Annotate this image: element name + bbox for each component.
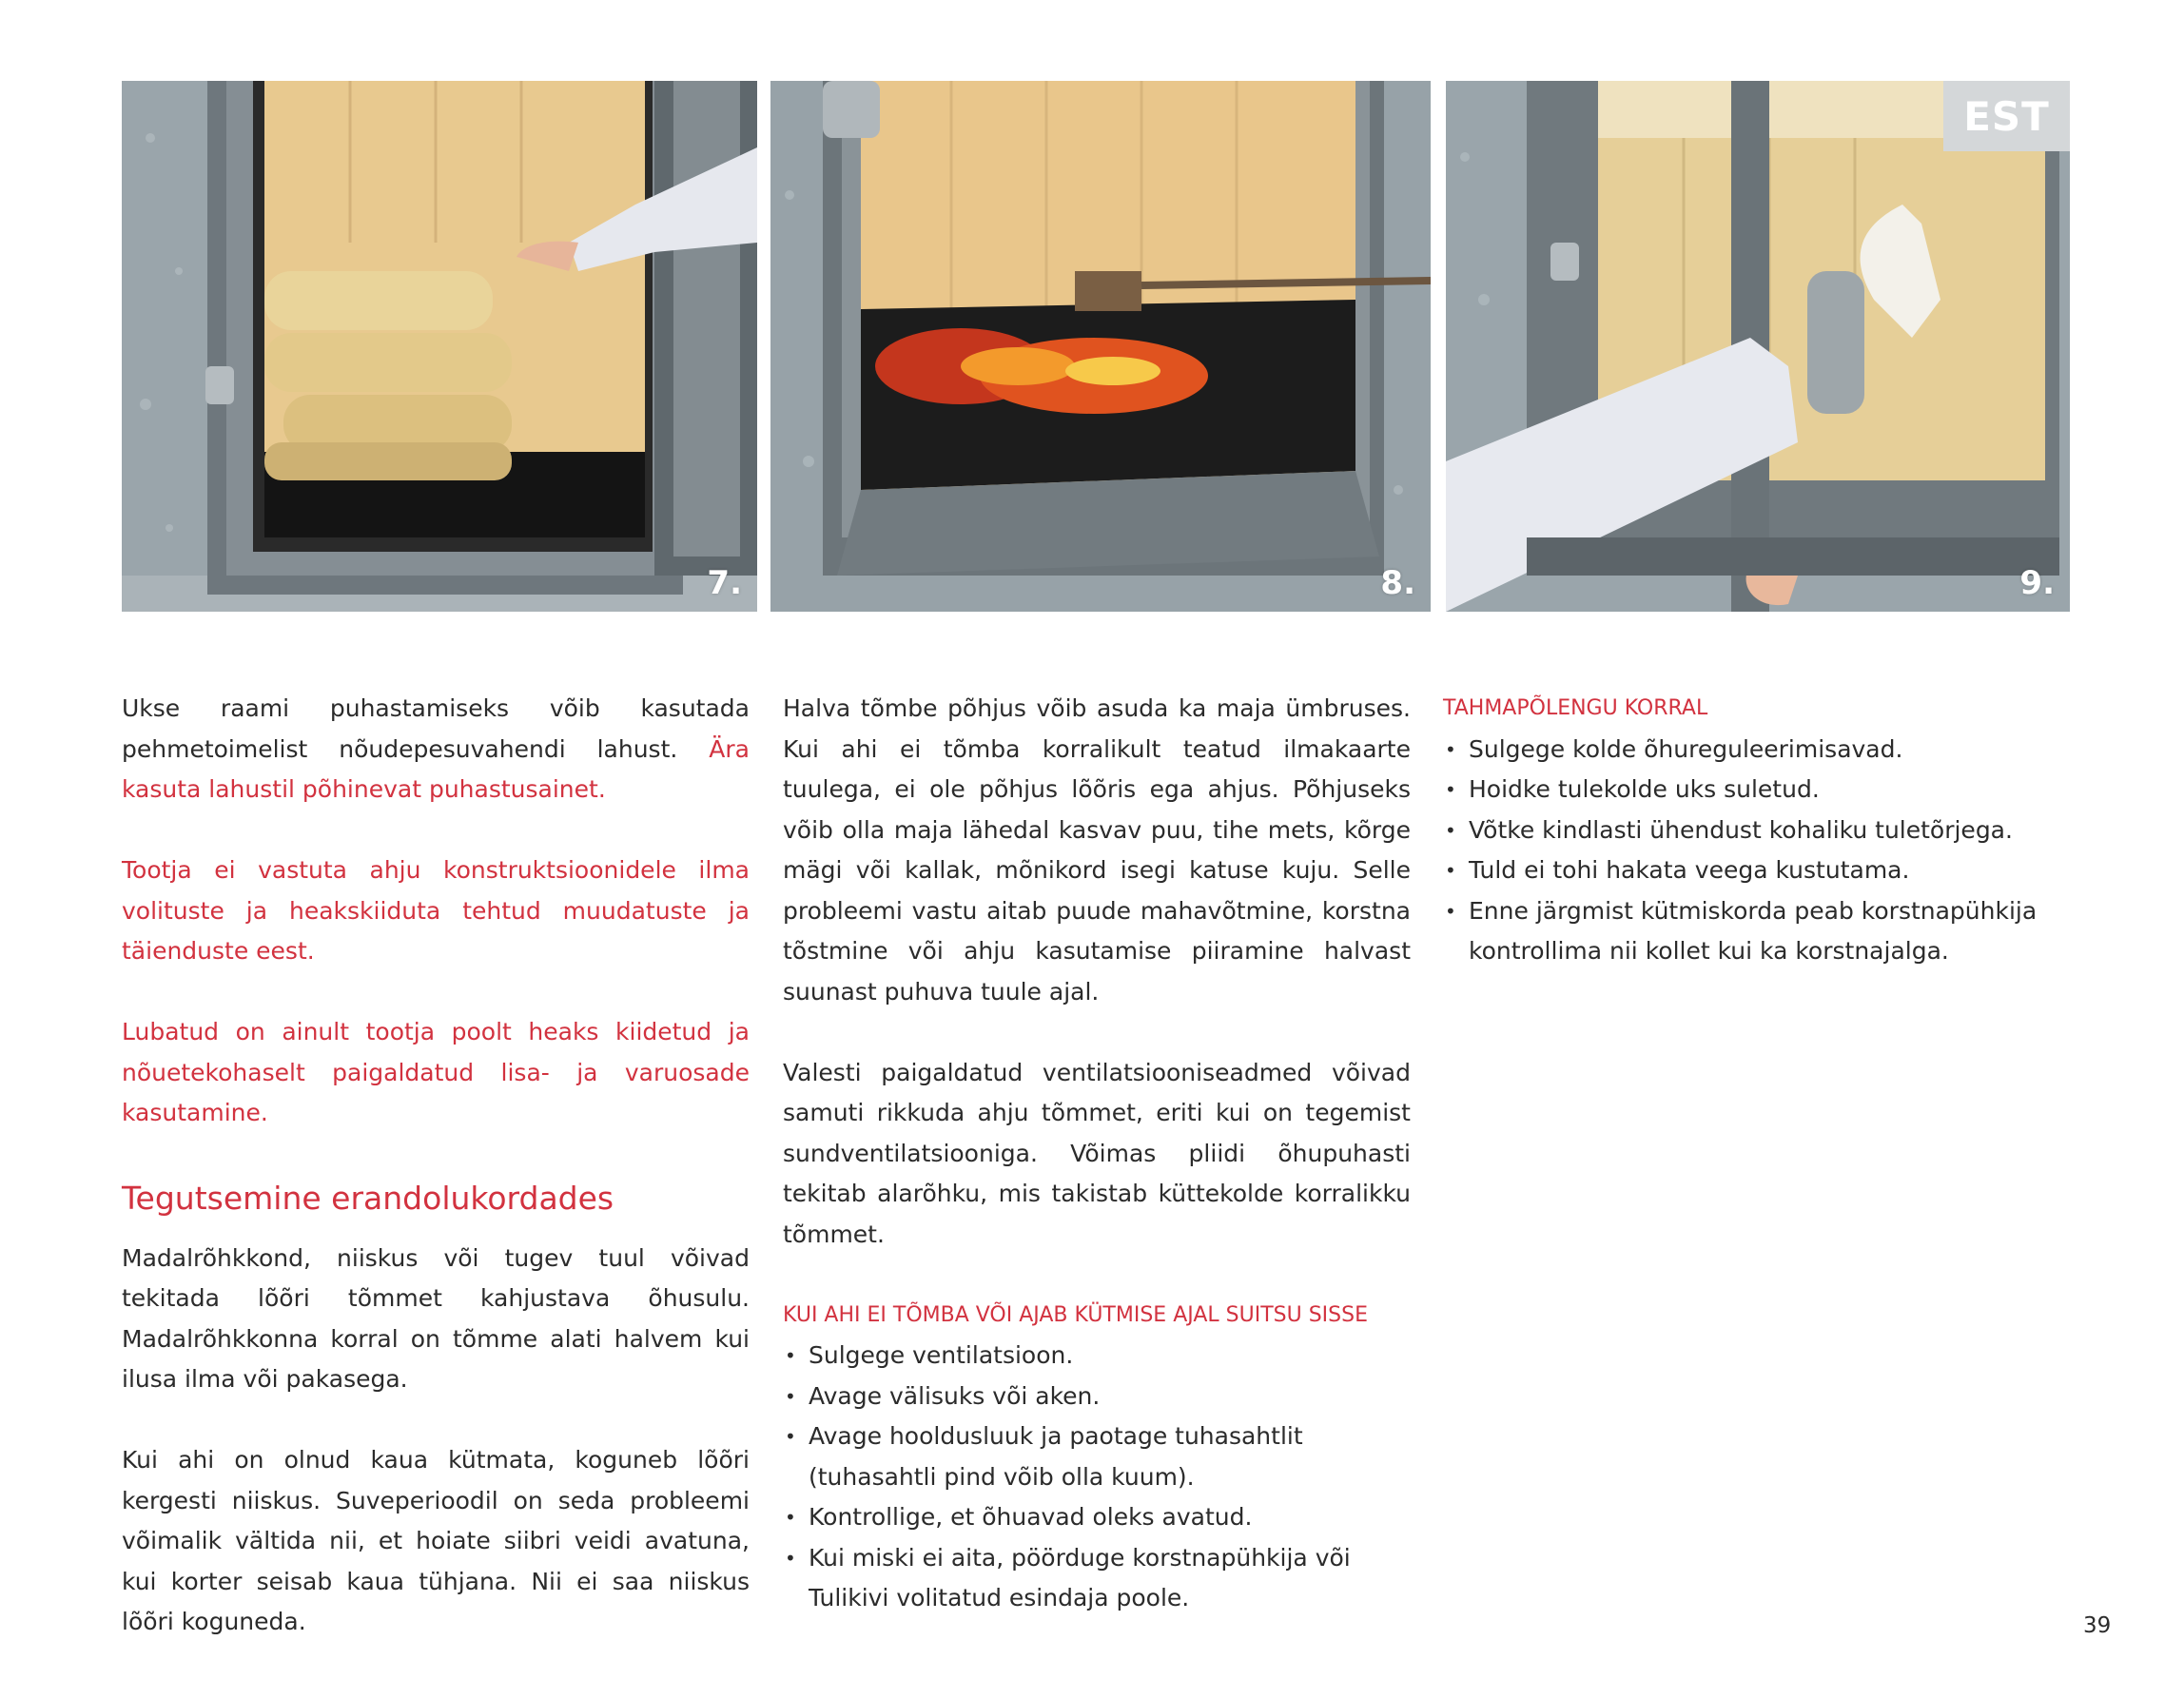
list-item: • Võtke kindlasti ühendust kohaliku tuletõrjega. xyxy=(1443,810,2076,851)
photo-cleaning-door-frame-icon xyxy=(122,81,757,612)
language-badge: EST xyxy=(1943,81,2070,151)
step-number: 8. xyxy=(1380,564,1415,602)
paragraph xyxy=(122,689,750,810)
paragraph: Halva tõmbe põhjus võib asuda ka maja ümbruses. Kui ahi ei tõmba korralikult teatud ilmakaarte tuulega, ei ole põhjus lõõris ega ahjus. Põhjuseks võib olla maja lähedal kasvav puu, tihe mets, kõrge mägi või kallak, mõnikord isegi katuse kuju. Selle probleemi vastu aitab puude mahavõtmine, korstna tõstmine või ahju kasutamise piiramine halvast suunast puhuva tuule ajal. xyxy=(783,694,1411,1006)
bullet-list xyxy=(783,1336,1411,1619)
list-item: • Tuld ei tohi hakata veega kustutama. xyxy=(1443,850,2076,891)
list-item: • Enne järgmist kütmiskorda peab korstnapühkija kontrollima nii kollet kui ka korstnajalga. xyxy=(1443,891,2076,972)
paragraph: Madalrõhkkond, niiskus või tugev tuul võivad tekitada lõõri tõmmet kahjustava õhusulu. Madalrõhkkonna korral on tõmme alati halvem kui ilusa ilma või pakasega. xyxy=(122,1243,750,1393)
list-item: • Avage välisuks või aken. xyxy=(783,1377,1411,1417)
spare-parts-paragraph: Lubatud on ainult tootja poolt heaks kiidetud ja nõuetekohaselt paigaldatud lisa- ja varuosade kasutamine. xyxy=(122,1018,750,1126)
list-item: • Kontrollige, et õhuavad oleks avatud. xyxy=(783,1497,1411,1538)
step-number: 9. xyxy=(2019,564,2055,602)
list-item: • Sulgege kolde õhureguleerimisavad. xyxy=(1443,730,2076,771)
photo-embers-in-firebox-icon xyxy=(770,81,1431,612)
page-number: 39 xyxy=(2083,1613,2112,1638)
warning-text: Ära kasuta lahustil põhinevat puhastusainet. xyxy=(122,734,750,803)
bullet-list xyxy=(1443,730,2076,972)
paragraph: Valesti paigaldatud ventilatsiooniseadmed võivad samuti rikkuda ahju tõmmet, eriti kui on tegemist sundventilatsiooniga. Võimas pliidi õhupuhasti tekitab alarõhku, mis takistab küttekolde korralikku tõmmet. xyxy=(783,1058,1411,1248)
liability-paragraph: Tootja ei vastuta ahju konstruktsioonidele ilma volituste ja heakskiiduta tehtud muudatuste ja täienduste eest. xyxy=(122,856,750,965)
list-item: • Sulgege ventilatsioon. xyxy=(783,1336,1411,1377)
text-column-1 xyxy=(122,689,750,1643)
subheading: KUI AHI EI TÕMBA VÕI AJAB KÜTMISE AJAL SUITSU SISSE xyxy=(783,1302,1368,1327)
section-heading: Tegutsemine erandolukordades xyxy=(122,1179,614,1217)
paragraph-text: Ukse raami puhastamiseks võib kasutada pehmetoimelist nõudepesuvahendi lahust. xyxy=(122,694,750,763)
photo-wiping-door-glass-icon xyxy=(1446,81,2070,612)
photo-wiping-door-glass xyxy=(1446,81,2070,612)
paragraph: Kui ahi on olnud kaua kütmata, koguneb lõõri kergesti niiskus. Suveperioodil on seda probleemi võimalik vältida nii, et hoiate siibri veidi avatuna, kui korter seisab kaua tühjana. Nii ei saa niiskus lõõri koguneda. xyxy=(122,1446,750,1635)
text-column-3 xyxy=(1443,689,2076,972)
step-number: 7. xyxy=(707,564,742,602)
photo-cleaning-door-frame xyxy=(122,81,757,612)
list-item: • Avage hooldusluuk ja paotage tuhasahtlit (tuhasahtli pind võib olla kuum). xyxy=(783,1416,1411,1497)
subheading: TAHMAPÕLENGU KORRAL xyxy=(1443,696,1708,720)
list-item: • Kui miski ei aita, pöörduge korstnapühkija või Tulikivi volitatud esindaja poole. xyxy=(783,1538,1411,1619)
list-item: • Hoidke tulekolde uks suletud. xyxy=(1443,770,2076,810)
text-column-2 xyxy=(783,689,1411,1619)
photo-embers-in-firebox xyxy=(770,81,1431,612)
